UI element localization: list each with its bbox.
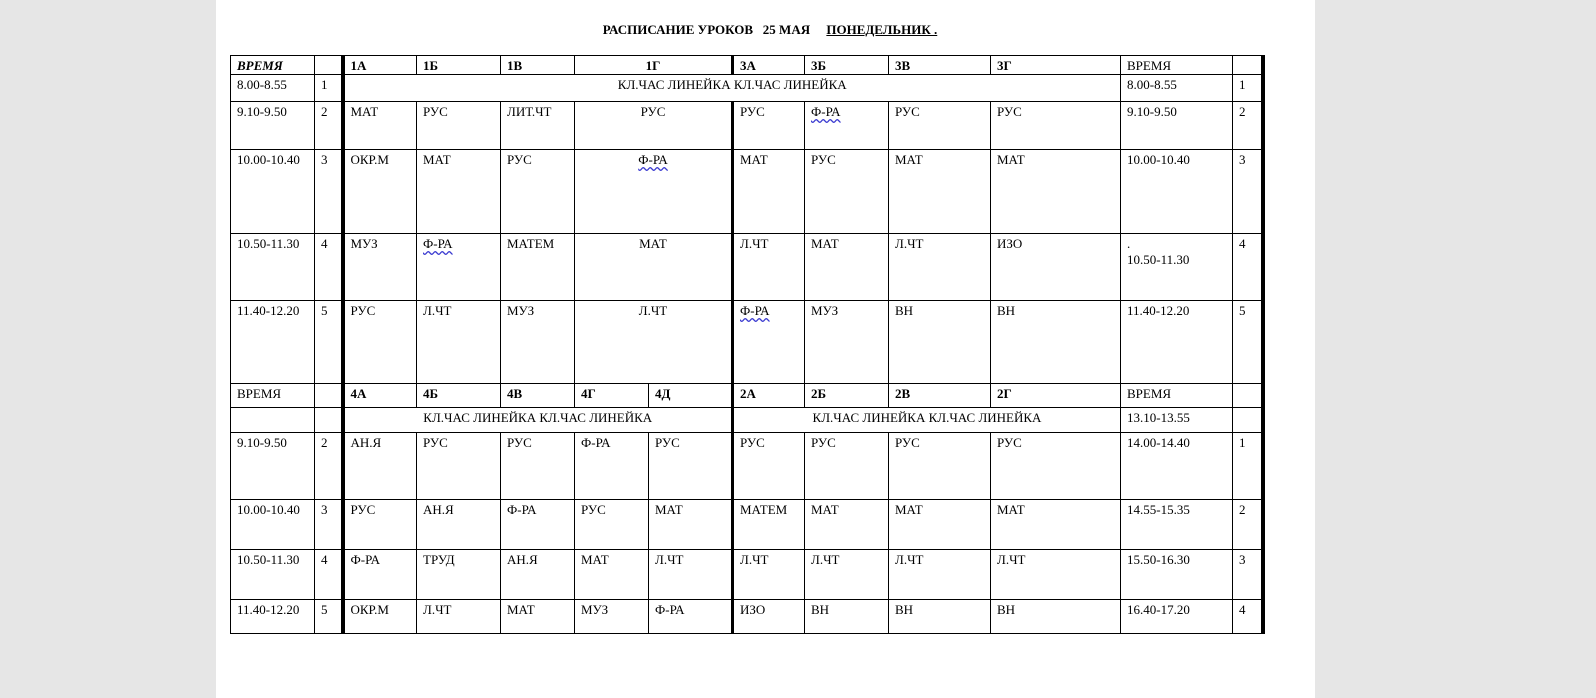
- lesson-number: 2: [315, 433, 343, 500]
- lesson-cell: РУС: [343, 301, 417, 384]
- lesson-number: 2: [315, 102, 343, 150]
- time-cell: 8.00-8.55: [231, 75, 315, 102]
- assembly-cell: КЛ.ЧАС ЛИНЕЙКА КЛ.ЧАС ЛИНЕЙКА: [733, 408, 1121, 433]
- lesson-number-right: 2: [1233, 500, 1263, 550]
- table-row: [231, 550, 1263, 600]
- title-day: ПОНЕДЕЛЬНИК .: [826, 22, 938, 37]
- time-text: 10.50-11.30: [1127, 252, 1190, 267]
- lesson-text: Ф-РА: [811, 104, 841, 119]
- lesson-cell: РУС: [991, 433, 1121, 500]
- lesson-cell: МУЗ: [343, 234, 417, 301]
- lesson-number-right: 2: [1233, 102, 1263, 150]
- time-cell: 11.40-12.20: [231, 600, 315, 634]
- table-row: [231, 600, 1263, 634]
- table-row: [231, 301, 1263, 384]
- lesson-number-right: [1233, 408, 1263, 433]
- table-row: [231, 150, 1263, 234]
- lesson-cell: Ф-РА: [649, 600, 733, 634]
- dot-mark: .: [1127, 236, 1131, 251]
- lesson-text: Ф-РА: [638, 152, 668, 167]
- time-cell-right: 14.00-14.40: [1121, 433, 1233, 500]
- lesson-cell: МАТ: [501, 600, 575, 634]
- lesson-cell: МУЗ: [575, 600, 649, 634]
- time-header-right: ВРЕМЯ: [1121, 384, 1233, 408]
- class-header: 3Г: [991, 56, 1121, 75]
- lesson-number-right: 3: [1233, 550, 1263, 600]
- lesson-number: 5: [315, 600, 343, 634]
- lesson-cell: ЛИТ.ЧТ: [501, 102, 575, 150]
- lesson-cell: МУЗ: [805, 301, 889, 384]
- lesson-number-right: 3: [1233, 150, 1263, 234]
- lesson-cell: Л.ЧТ: [417, 600, 501, 634]
- class-header: 2Б: [805, 384, 889, 408]
- num-header-right: [1233, 384, 1263, 408]
- title-text: РАСПИСАНИЕ УРОКОВ 25 МАЯ: [602, 22, 811, 37]
- time-header-right: ВРЕМЯ: [1121, 56, 1233, 75]
- lesson-number-right: 1: [1233, 75, 1263, 102]
- lesson-cell: МАТ: [991, 500, 1121, 550]
- lesson-number: 5: [315, 301, 343, 384]
- time-cell-right: 15.50-16.30: [1121, 550, 1233, 600]
- lesson-cell: РУС: [733, 433, 805, 500]
- lesson-cell: Л.ЧТ: [649, 550, 733, 600]
- lesson-cell: ВН: [805, 600, 889, 634]
- lesson-number-right: 4: [1233, 600, 1263, 634]
- time-cell: 10.00-10.40: [231, 150, 315, 234]
- lesson-cell: ВН: [991, 301, 1121, 384]
- lesson-number: 4: [315, 234, 343, 301]
- time-header: ВРЕМЯ: [231, 384, 315, 408]
- time-cell: [231, 408, 315, 433]
- lesson-cell: ВН: [889, 301, 991, 384]
- lesson-cell: Л.ЧТ: [575, 301, 733, 384]
- num-header: [315, 384, 343, 408]
- lesson-cell: МАТ: [889, 500, 991, 550]
- lesson-number: [315, 408, 343, 433]
- lesson-cell: РУС: [501, 433, 575, 500]
- class-header: 4Д: [649, 384, 733, 408]
- bottom-header-row: [231, 384, 1263, 408]
- class-header: 3Б: [805, 56, 889, 75]
- lesson-cell: Л.ЧТ: [805, 550, 889, 600]
- lesson-cell: ТРУД: [417, 550, 501, 600]
- lesson-cell: ИЗО: [733, 600, 805, 634]
- lesson-number-right: 4: [1233, 234, 1263, 301]
- time-cell-right: 16.40-17.20: [1121, 600, 1233, 634]
- lesson-cell: РУС: [343, 500, 417, 550]
- class-header: 1В: [501, 56, 575, 75]
- time-header: ВРЕМЯ: [231, 56, 315, 75]
- lesson-number: 3: [315, 500, 343, 550]
- time-cell-right: 13.10-13.55: [1121, 408, 1233, 433]
- assembly-cell: КЛ.ЧАС ЛИНЕЙКА КЛ.ЧАС ЛИНЕЙКА: [343, 408, 733, 433]
- schedule-table: [230, 55, 1265, 634]
- lesson-cell: Ф-РА: [501, 500, 575, 550]
- lesson-cell: МАТ: [805, 234, 889, 301]
- time-cell-right: 8.00-8.55: [1121, 75, 1233, 102]
- time-cell: 9.10-9.50: [231, 433, 315, 500]
- lesson-number: 3: [315, 150, 343, 234]
- class-header: 4Б: [417, 384, 501, 408]
- class-header: 1Г: [575, 56, 733, 75]
- lesson-cell: ОКР.М: [343, 150, 417, 234]
- lesson-cell: [805, 102, 889, 150]
- lesson-cell: РУС: [733, 102, 805, 150]
- lesson-cell: МАТ: [733, 150, 805, 234]
- time-cell-right: 9.10-9.50: [1121, 102, 1233, 150]
- lesson-cell: ВН: [991, 600, 1121, 634]
- lesson-cell: Ф-РА: [575, 433, 649, 500]
- lesson-cell: РУС: [501, 150, 575, 234]
- assembly-cell: КЛ.ЧАС ЛИНЕЙКА КЛ.ЧАС ЛИНЕЙКА: [343, 75, 1121, 102]
- class-header: 4В: [501, 384, 575, 408]
- lesson-cell: МАТ: [343, 102, 417, 150]
- lesson-number: 1: [315, 75, 343, 102]
- lesson-cell: Л.ЧТ: [889, 234, 991, 301]
- lesson-text: Ф-РА: [423, 236, 453, 251]
- lesson-number-right: 1: [1233, 433, 1263, 500]
- lesson-cell: МУЗ: [501, 301, 575, 384]
- table-row: [231, 102, 1263, 150]
- table-row: [231, 500, 1263, 550]
- lesson-cell: РУС: [575, 500, 649, 550]
- lesson-cell: [575, 150, 733, 234]
- lesson-cell: АН.Я: [343, 433, 417, 500]
- lesson-cell: МАТЕМ: [501, 234, 575, 301]
- class-header: 3А: [733, 56, 805, 75]
- lesson-cell: РУС: [805, 433, 889, 500]
- lesson-cell: РУС: [991, 102, 1121, 150]
- class-header: 4Г: [575, 384, 649, 408]
- table-row: [231, 234, 1263, 301]
- lesson-cell: ВН: [889, 600, 991, 634]
- lesson-cell: АН.Я: [417, 500, 501, 550]
- time-cell-right: 14.55-15.35: [1121, 500, 1233, 550]
- lesson-cell: МАТ: [889, 150, 991, 234]
- class-header: 3В: [889, 56, 991, 75]
- lesson-cell: ИЗО: [991, 234, 1121, 301]
- time-cell: 9.10-9.50: [231, 102, 315, 150]
- lesson-cell: МАТ: [575, 234, 733, 301]
- lesson-cell: Л.ЧТ: [417, 301, 501, 384]
- lesson-cell: [417, 234, 501, 301]
- time-cell-right: 11.40-12.20: [1121, 301, 1233, 384]
- time-cell: 10.50-11.30: [231, 234, 315, 301]
- class-header: 4А: [343, 384, 417, 408]
- time-cell-right: 10.00-10.40: [1121, 150, 1233, 234]
- lesson-cell: Л.ЧТ: [889, 550, 991, 600]
- lesson-cell: Л.ЧТ: [733, 234, 805, 301]
- time-cell: 10.00-10.40: [231, 500, 315, 550]
- lesson-cell: РУС: [417, 102, 501, 150]
- lesson-cell: Л.ЧТ: [733, 550, 805, 600]
- class-header: 2В: [889, 384, 991, 408]
- lesson-cell: РУС: [575, 102, 733, 150]
- time-cell-right: [1121, 234, 1233, 301]
- lesson-cell: МАТ: [575, 550, 649, 600]
- class-header: 2Г: [991, 384, 1121, 408]
- lesson-cell: Л.ЧТ: [991, 550, 1121, 600]
- lesson-cell: МАТ: [991, 150, 1121, 234]
- table-row: [231, 75, 1263, 102]
- lesson-cell: ОКР.М: [343, 600, 417, 634]
- lesson-cell: РУС: [649, 433, 733, 500]
- lesson-text: Ф-РА: [740, 303, 770, 318]
- table-row: [231, 408, 1263, 433]
- lesson-cell: РУС: [417, 433, 501, 500]
- time-cell: 10.50-11.30: [231, 550, 315, 600]
- lesson-cell: [733, 301, 805, 384]
- lesson-number: 4: [315, 550, 343, 600]
- num-header: [315, 56, 343, 75]
- lesson-cell: РУС: [889, 433, 991, 500]
- table-row: [231, 433, 1263, 500]
- class-header: 1А: [343, 56, 417, 75]
- lesson-cell: Ф-РА: [343, 550, 417, 600]
- lesson-cell: МАТ: [649, 500, 733, 550]
- class-header: 1Б: [417, 56, 501, 75]
- lesson-cell: РУС: [805, 150, 889, 234]
- lesson-cell: МАТЕМ: [733, 500, 805, 550]
- lesson-cell: МАТ: [417, 150, 501, 234]
- lesson-number-right: 5: [1233, 301, 1263, 384]
- document-title: [0, 22, 1540, 38]
- lesson-cell: МАТ: [805, 500, 889, 550]
- class-header: 2А: [733, 384, 805, 408]
- lesson-cell: АН.Я: [501, 550, 575, 600]
- lesson-cell: РУС: [889, 102, 991, 150]
- time-cell: 11.40-12.20: [231, 301, 315, 384]
- num-header-right: [1233, 56, 1263, 75]
- top-header-row: [231, 56, 1263, 75]
